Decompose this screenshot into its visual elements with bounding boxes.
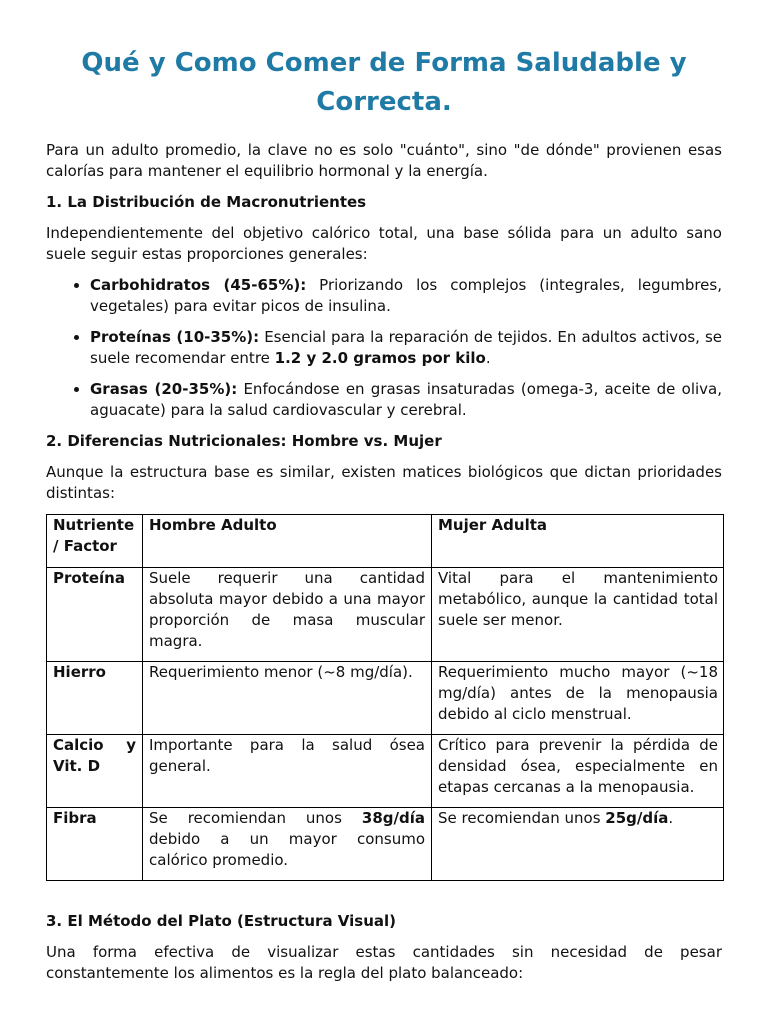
table-cell-factor: Proteína (47, 568, 143, 662)
table-cell-hombre: Requerimiento menor (~8 mg/día). (143, 662, 432, 735)
macronutrient-list (46, 275, 722, 421)
list-item-text-after: . (485, 349, 491, 367)
list-item-text: Priorizando los complejos (integrales, legumbres, vegetales) para evitar picos de insulina. (90, 276, 722, 315)
section-3-text: Una forma efectiva de visualizar estas cantidades sin necesidad de pesar constantemente los alimentos es la regla del plato balanceado: (46, 943, 722, 982)
section-2-text: Aunque la estructura base es similar, existen matices biológicos que dictan prioridades distintas: (46, 463, 722, 502)
cell-text-after: . (668, 809, 674, 827)
intro-paragraph: Para un adulto promedio, la clave no es solo "cuánto", sino "de dónde" provienen esas calorías para mantener el equilibrio hormonal y la energía. (46, 141, 722, 180)
table-cell-factor: Calcio y Vit. D (47, 735, 143, 808)
list-item-text: Esencial para la reparación de tejidos. En adultos activos, se suele recomendar entre (90, 328, 722, 367)
table-cell-mujer: Crítico para prevenir la pérdida de densidad ósea, especialmente en etapas cercanas a la menopausia. (432, 735, 724, 808)
list-item-label: Grasas (20-35%): (90, 380, 238, 398)
table-row (47, 662, 724, 735)
table-cell-mujer: Vital para el mantenimiento metabólico, aunque la cantidad total suele ser menor. (432, 568, 724, 662)
list-item-grasas (90, 379, 722, 421)
list-item-label: Proteínas (10-35%): (90, 328, 260, 346)
section-2-heading: 2. Diferencias Nutricionales: Hombre vs. Mujer (46, 432, 442, 450)
table-header-row (47, 515, 724, 568)
table-cell-factor: Fibra (47, 808, 143, 881)
list-item-bold-text: 1.2 y 2.0 gramos por kilo (274, 349, 486, 367)
table-header-hombre: Hombre Adulto (143, 515, 432, 568)
cell-text: Se recomiendan unos (438, 809, 606, 827)
table-cell-mujer: Requerimiento mucho mayor (~18 mg/día) antes de la menopausia debido al ciclo menstrual. (432, 662, 724, 735)
table-header-factor: Nutriente / Factor (47, 515, 143, 568)
table-row (47, 568, 724, 662)
nutrition-comparison-table (46, 514, 724, 881)
document-title: Qué y Como Comer de Forma Saludable y Correcta. (81, 48, 687, 117)
list-item-label: Carbohidratos (45-65%): (90, 276, 307, 294)
cell-bold-text: 25g/día (605, 809, 669, 827)
list-item-proteinas (90, 327, 722, 369)
table-row (47, 735, 724, 808)
section-3-heading: 3. El Método del Plato (Estructura Visual) (46, 912, 397, 930)
table-header-mujer: Mujer Adulta (432, 515, 724, 568)
table-cell-hombre (143, 808, 432, 881)
cell-bold-text: 38g/día (361, 809, 425, 827)
table-cell-mujer (432, 808, 724, 881)
table-row (47, 808, 724, 881)
list-item-text: Enfocándose en grasas insaturadas (omega-3, aceite de oliva, aguacate) para la salud cardiovascular y cerebral. (90, 380, 722, 419)
cell-text: Se recomiendan unos (149, 809, 362, 827)
list-item-carbohidratos (90, 275, 722, 317)
section-1-text: Independientemente del objetivo calórico total, una base sólida para un adulto sano suele seguir estas proporciones generales: (46, 224, 722, 263)
table-cell-factor: Hierro (47, 662, 143, 735)
table-cell-hombre: Suele requerir una cantidad absoluta mayor debido a una mayor proporción de masa muscular magra. (143, 568, 432, 662)
cell-text-after: debido a un mayor consumo calórico promedio. (149, 830, 425, 869)
table-cell-hombre: Importante para la salud ósea general. (143, 735, 432, 808)
section-1-heading: 1. La Distribución de Macronutrientes (46, 193, 367, 211)
